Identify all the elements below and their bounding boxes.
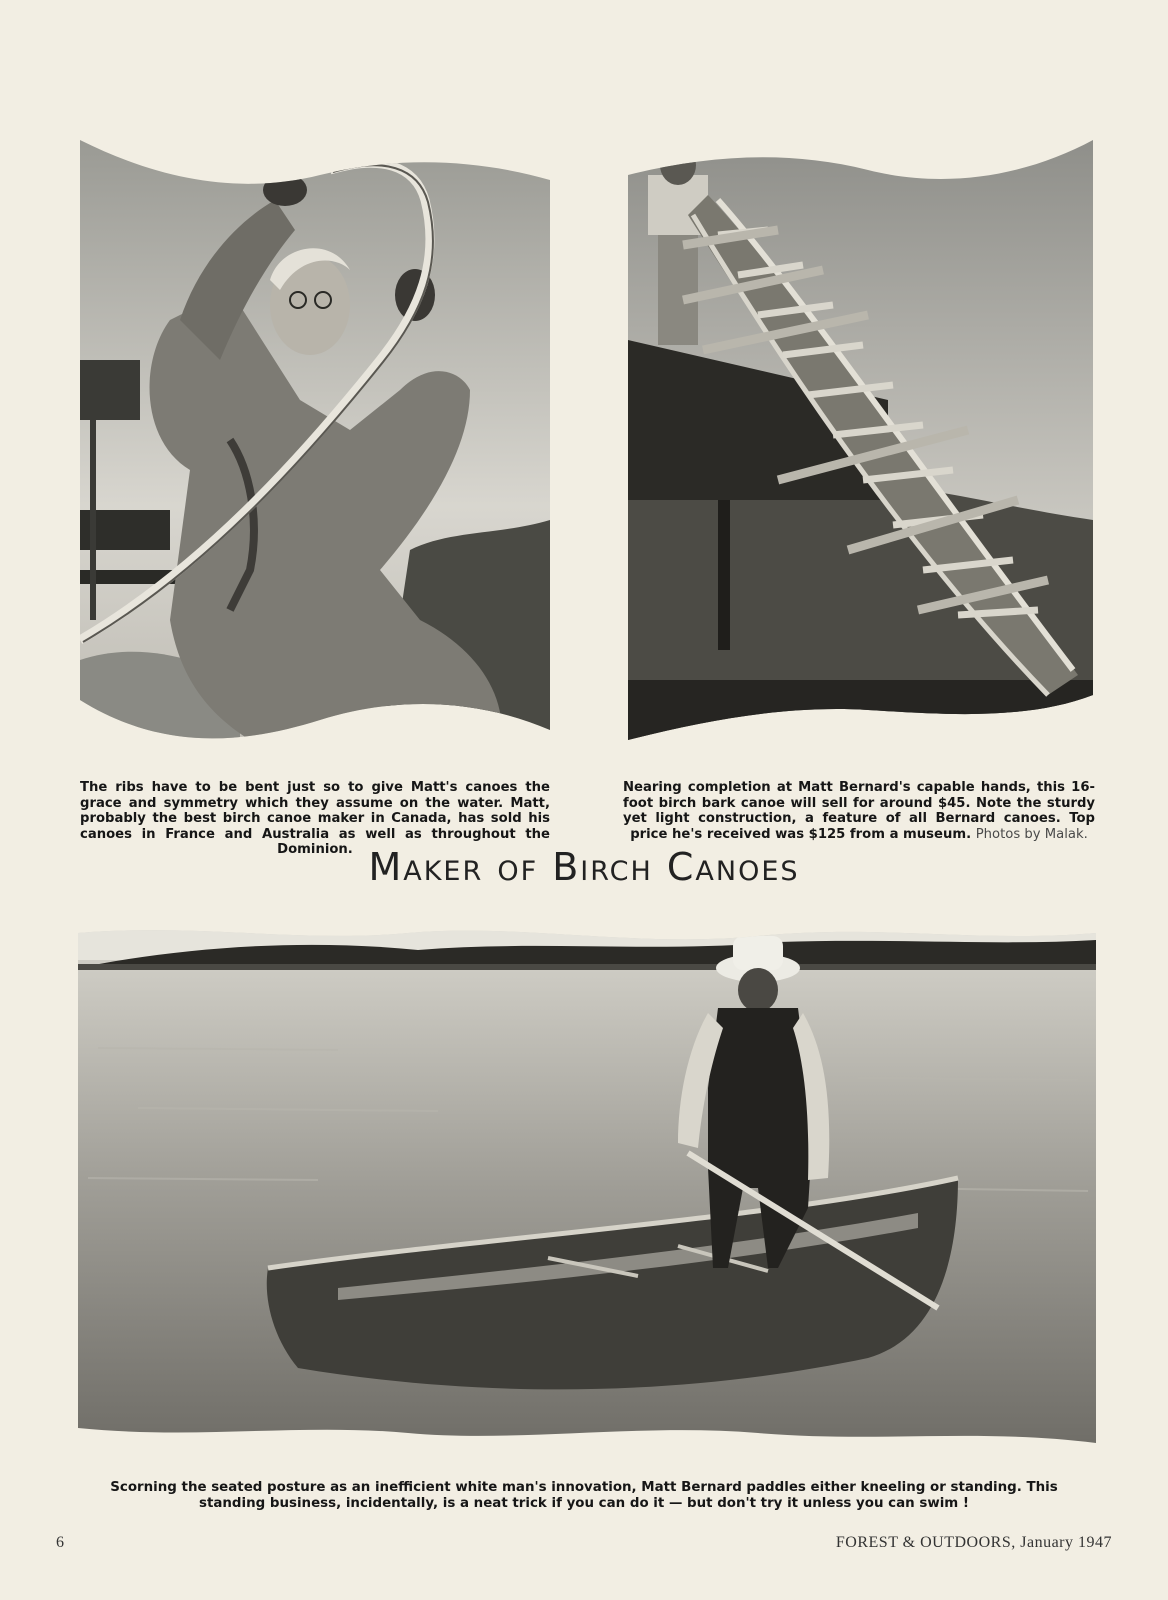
caption-canoe-text: Nearing completion at Matt Bernard's capable hands, this 16-foot birch bark canoe will sell for around $45. Note the sturdy yet light construction, a feature of all Bernard canoes. Top price he's received was $125 from a museum. [623, 780, 1095, 842]
photo-rib-bending [80, 140, 550, 750]
photo-standing-paddler [78, 928, 1096, 1448]
photo-canoe-nearing-completion [628, 140, 1093, 750]
photo-rib-bending-image [80, 140, 550, 750]
caption-standing-paddler: Scorning the seated posture as an inefficient white man's innovation, Matt Bernard paddles either kneeling or standing. This standing business, incidentally, is a neat trick if you can do it — but don't try it unless you can swim ! [110, 1480, 1058, 1511]
caption-rib-bending: The ribs have to be bent just so to give Matt's canoes the grace and symmetry which they assume on the water. Matt, probably the best birch canoe maker in Canada, has sold his canoes in France and Australia as well as throughout the Dominion. [80, 780, 550, 858]
photo-canoe-nearing-completion-image [628, 140, 1093, 750]
page-number: 6 [56, 1534, 65, 1551]
photo-credit: Photos by Malak. [975, 826, 1088, 842]
publication-footer: FOREST & OUTDOORS, January 1947 [835, 1534, 1112, 1551]
article-title: Maker of Birch Canoes [368, 845, 800, 889]
photo-standing-paddler-image [78, 928, 1096, 1448]
caption-canoe-nearing-completion [623, 780, 1095, 842]
